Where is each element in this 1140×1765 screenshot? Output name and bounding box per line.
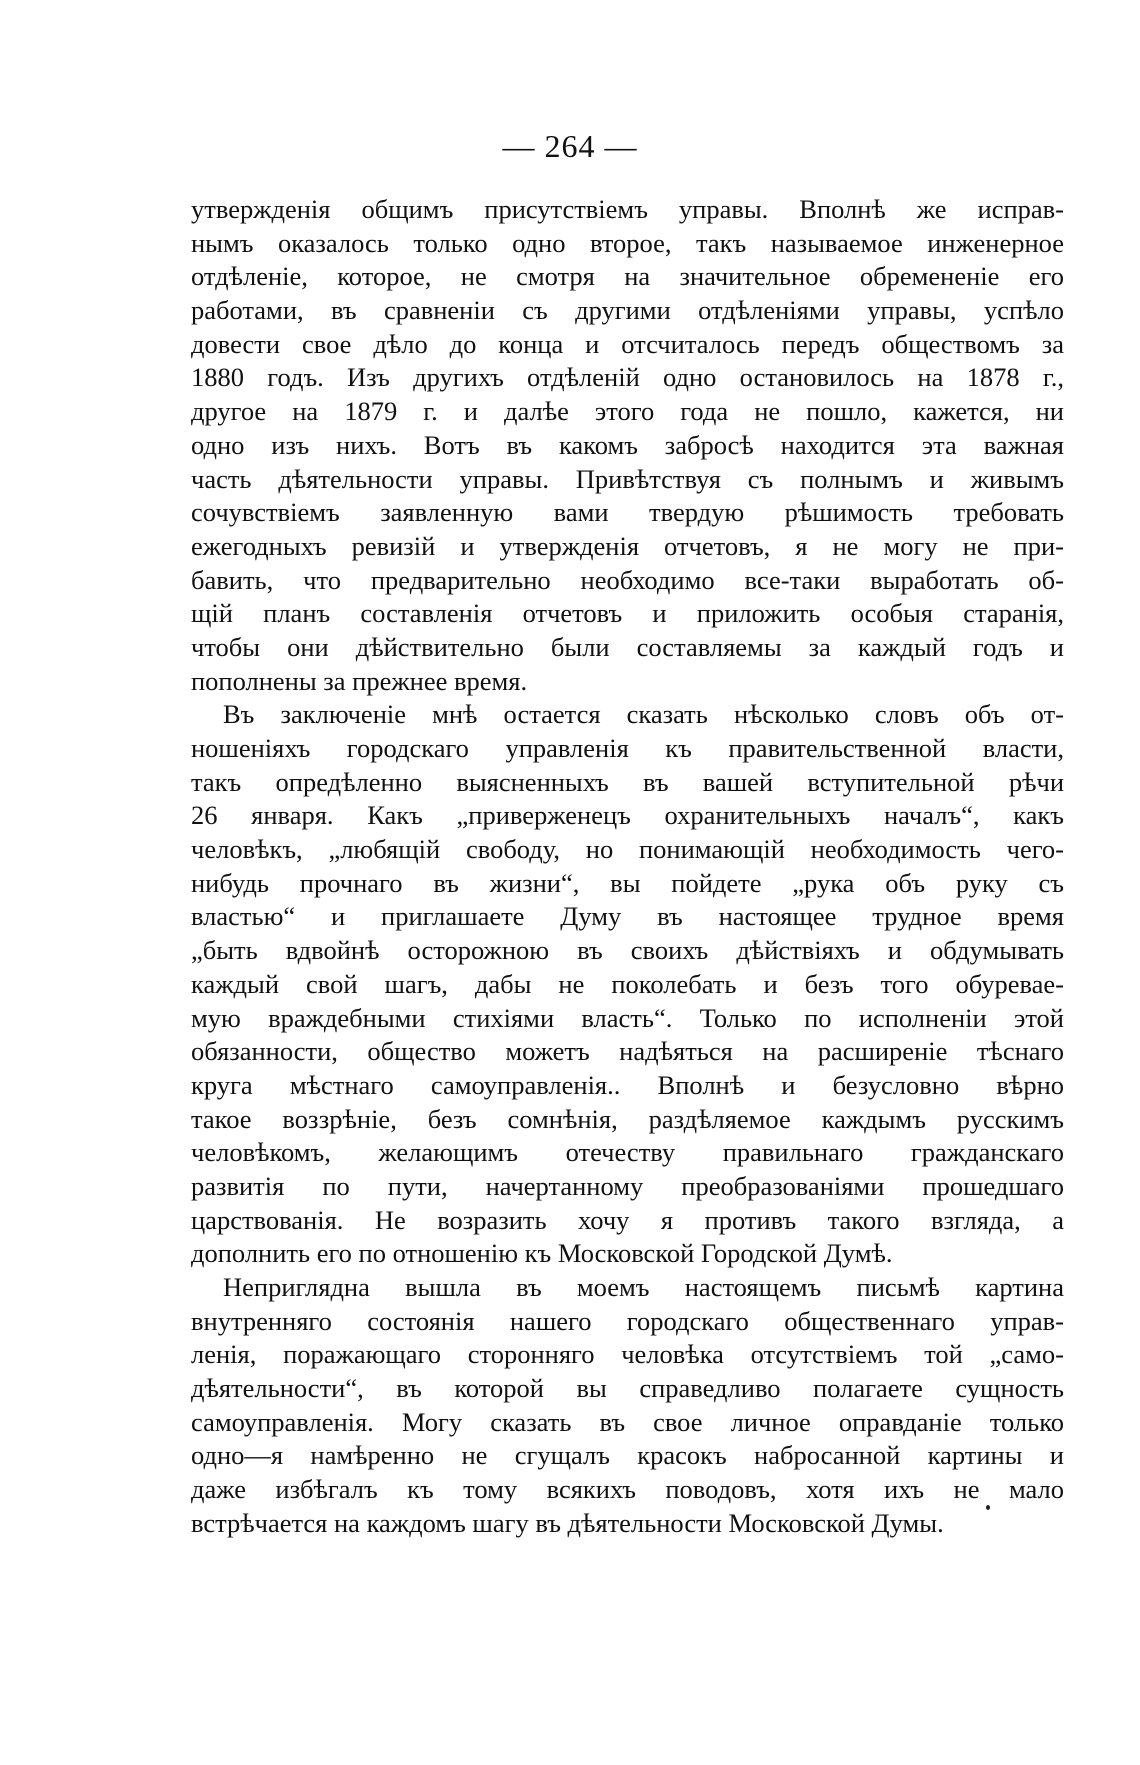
text-line: довести свое дѣло до конца и отсчиталось передъ обществомъ за [191,328,1064,359]
page-number: — 264 — [502,128,638,164]
text-line: внутренняго состоянія нашего городскаго общественнаго управ- [191,1305,1064,1336]
text-line: мую враждебными стихіями власть“. Только по исполненіи этой [191,1002,1064,1033]
text-line: „быть вдвойнѣ осторожною въ своихъ дѣйствіяхъ и обдумывать [191,935,1064,966]
text-line: 1880 годъ. Изъ другихъ отдѣленій одно остановилось на 1878 г., [191,362,1064,393]
text-line: другое на 1879 г. и далѣе этого года не пошло, кажется, ни [191,396,1064,427]
text-line: 26 января. Какъ „приверженецъ охранительныхъ началъ“, какъ [191,800,1064,831]
text-line: ношеніяхъ городскаго управленія къ правительственной власти, [191,733,1064,763]
text-line: человѣкомъ, желающимъ отечеству правильнаго гражданскаго [191,1137,1064,1168]
text-line: такъ опредѣленно выясненныхъ въ вашей вступительной рѣчи [191,766,1064,797]
body-text [191,193,1064,1541]
text-line: Въ заключеніе мнѣ остается сказать нѣсколько словъ объ от- [223,699,1064,730]
text-line: ленія, поражающаго сторонняго человѣка отсутствіемъ той „само- [191,1339,1064,1370]
text-line: пополнены за прежнее время. [191,665,528,696]
text-line: нымъ оказалось только одно второе, такъ называемое инженерное [191,227,1064,258]
text-line: даже избѣгалъ къ тому всякихъ поводовъ, хотя ихъ не мало [191,1474,1064,1505]
text-line: бавить, что предварительно необходимо все-таки выработать об- [191,564,1064,595]
text-line: обязанности, общество можетъ надѣяться на расширеніе тѣснаго [191,1036,1064,1067]
text-line: такое воззрѣніе, безъ сомнѣнія, раздѣляемое каждымъ русскимъ [191,1103,1064,1134]
text-line: одно изъ нихъ. Вотъ въ какомъ забросѣ находится эта важная [191,429,1064,460]
text-line: утвержденія общимъ присутствіемъ управы. Вполнѣ же исправ- [191,194,1064,224]
text-line: ежегодныхъ ревизій и утвержденія отчетовъ, я не могу не при- [191,530,1064,561]
text-line: развитія по пути, начертанному преобразованіями прошедшаго [191,1170,1064,1201]
text-line: Непригляднa вышла въ моемъ настоящемъ письмѣ картина [223,1272,1064,1302]
text-line: работами, въ сравненіи съ другими отдѣленіями управы, успѣло [191,295,1064,326]
text-line: чтобы они дѣйствительно были составляемы за каждый годъ и [191,631,1064,662]
text-line: отдѣленіе, которое, не смотря на значительное обремененіе его [191,261,1064,292]
text-line: человѣкъ, „любящій свободу, но понимающій необходимость чего- [191,834,1064,865]
text-line: царствованія. Не возразить хочу я противъ такого взгляда, а [191,1204,1064,1235]
text-line: дѣятельности“, въ которой вы справедливо полагаете сущность [191,1373,1064,1404]
text-line: нибудь прочнаго въ жизни“, вы пойдете „рука объ руку съ [191,867,1064,898]
text-line: встрѣчается на каждомъ шагу въ дѣятельности Московской Думы. [191,1507,944,1538]
text-line: сочувствіемъ заявленную вами твердую рѣшимость требовать [191,497,1064,528]
text-line: одно—я намѣренно не сгущалъ красокъ набросанной картины и [191,1440,1064,1471]
text-line: самоуправленія. Могу сказать въ свое личное оправданіе только [191,1406,1064,1437]
ink-speck [986,1505,990,1510]
text-line: щій планъ составленія отчетовъ и приложить особыя старанія, [191,598,1064,629]
text-line: дополнить его по отношенію къ Московской Городской Думѣ. [191,1238,893,1269]
text-line: властью“ и приглашаете Думу въ настоящее трудное время [191,901,1064,932]
text-line: каждый свой шагъ, дабы не поколебать и безъ того обуревае- [191,968,1064,999]
text-line: круга мѣстнаго самоуправленія.. Вполнѣ и безусловно вѣрно [191,1069,1064,1100]
text-line: часть дѣятельности управы. Привѣтствуя съ полнымъ и живымъ [191,463,1064,494]
